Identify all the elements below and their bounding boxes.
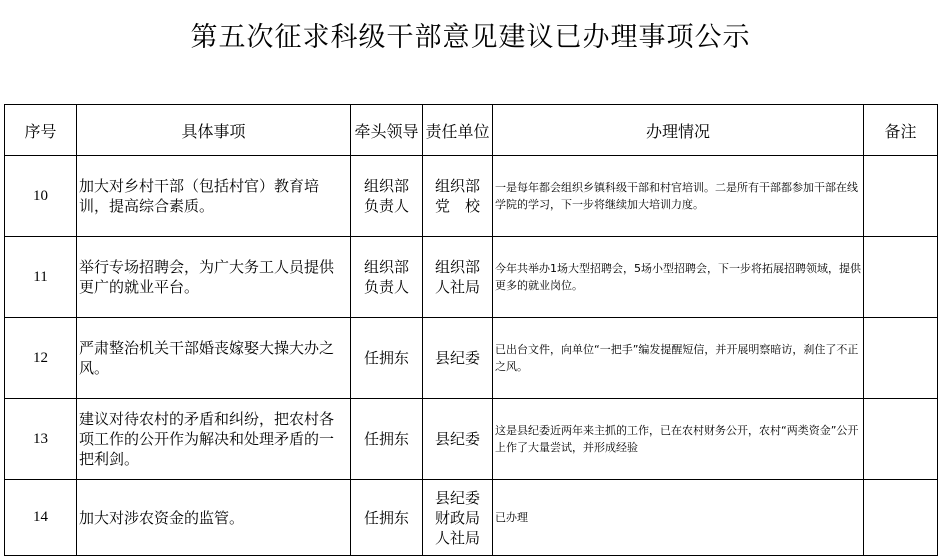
cell-status: 已办理 xyxy=(493,480,864,556)
cell-remark xyxy=(864,318,938,399)
cell-item: 严肃整治机关干部婚丧嫁娶大操大办之风。 xyxy=(77,318,351,399)
cell-lead xyxy=(351,237,423,318)
header-status: 办理情况 xyxy=(493,105,864,156)
cell-item: 建议对待农村的矛盾和纠纷，把农村各项工作的公开作为解决和处理矛盾的一把利剑。 xyxy=(77,399,351,480)
table-row xyxy=(5,399,938,480)
page-title: 第五次征求科级干部意见建议已办理事项公示 xyxy=(190,22,751,53)
cell-remark xyxy=(864,480,938,556)
resp-line: 财政局 xyxy=(434,508,480,527)
cell-resp xyxy=(423,237,493,318)
cell-remark xyxy=(864,156,938,237)
cell-remark xyxy=(864,237,938,318)
cell-status: 这是县纪委近两年来主抓的工作，已在农村财务公开，农村“两类资金”公开上作了大量尝试，并形成经验 xyxy=(493,399,864,480)
lead-line: 任拥东 xyxy=(363,349,409,367)
resp-line: 党 校 xyxy=(434,197,480,215)
cell-seq: 12 xyxy=(5,318,77,399)
cell-item: 举行专场招聘会，为广大务工人员提供更广的就业平台。 xyxy=(77,237,351,318)
header-resp: 责任单位 xyxy=(423,105,493,156)
notice-table xyxy=(4,104,938,556)
lead-line: 负责人 xyxy=(363,278,409,296)
resp-line: 组织部 xyxy=(434,258,480,276)
resp-line: 县纪委 xyxy=(434,349,480,367)
header-remark: 备注 xyxy=(864,105,938,156)
cell-item: 加大对涉农资金的监管。 xyxy=(77,480,351,556)
header-item: 具体事项 xyxy=(77,105,351,156)
lead-line: 组织部 xyxy=(363,258,409,276)
cell-lead xyxy=(351,318,423,399)
cell-status: 已出台文件，向单位“一把手”编发提醒短信，并开展明察暗访，刹住了不正之风。 xyxy=(493,318,864,399)
resp-line: 组织部 xyxy=(434,177,480,195)
cell-seq: 14 xyxy=(5,480,77,556)
lead-line: 任拥东 xyxy=(363,508,409,527)
cell-seq: 11 xyxy=(5,237,77,318)
cell-resp xyxy=(423,399,493,480)
resp-line: 县纪委 xyxy=(434,488,480,507)
table-row xyxy=(5,318,938,399)
cell-lead xyxy=(351,156,423,237)
resp-line: 人社局 xyxy=(434,528,480,547)
cell-lead xyxy=(351,480,423,556)
cell-seq: 13 xyxy=(5,399,77,480)
cell-lead xyxy=(351,399,423,480)
header-seq: 序号 xyxy=(5,105,77,156)
table-row xyxy=(5,156,938,237)
cell-remark xyxy=(864,399,938,480)
table-header-row xyxy=(5,105,938,156)
header-lead: 牵头领导 xyxy=(351,105,423,156)
table-row xyxy=(5,237,938,318)
lead-line: 组织部 xyxy=(363,177,409,195)
cell-resp xyxy=(423,156,493,237)
lead-line: 负责人 xyxy=(363,197,409,215)
cell-status: 今年共举办1场大型招聘会，5场小型招聘会，下一步将拓展招聘领域，提供更多的就业岗位。 xyxy=(493,237,864,318)
cell-resp xyxy=(423,318,493,399)
resp-line: 人社局 xyxy=(434,278,480,296)
cell-resp xyxy=(423,480,493,556)
cell-seq: 10 xyxy=(5,156,77,237)
table-row xyxy=(5,480,938,556)
resp-line: 县纪委 xyxy=(434,430,480,448)
cell-item: 加大对乡村干部（包括村官）教育培训，提高综合素质。 xyxy=(77,156,351,237)
cell-status: 一是每年都会组织乡镇科级干部和村官培训。二是所有干部都参加干部在线学院的学习，下一步将继续加大培训力度。 xyxy=(493,156,864,237)
lead-line: 任拥东 xyxy=(363,430,409,448)
